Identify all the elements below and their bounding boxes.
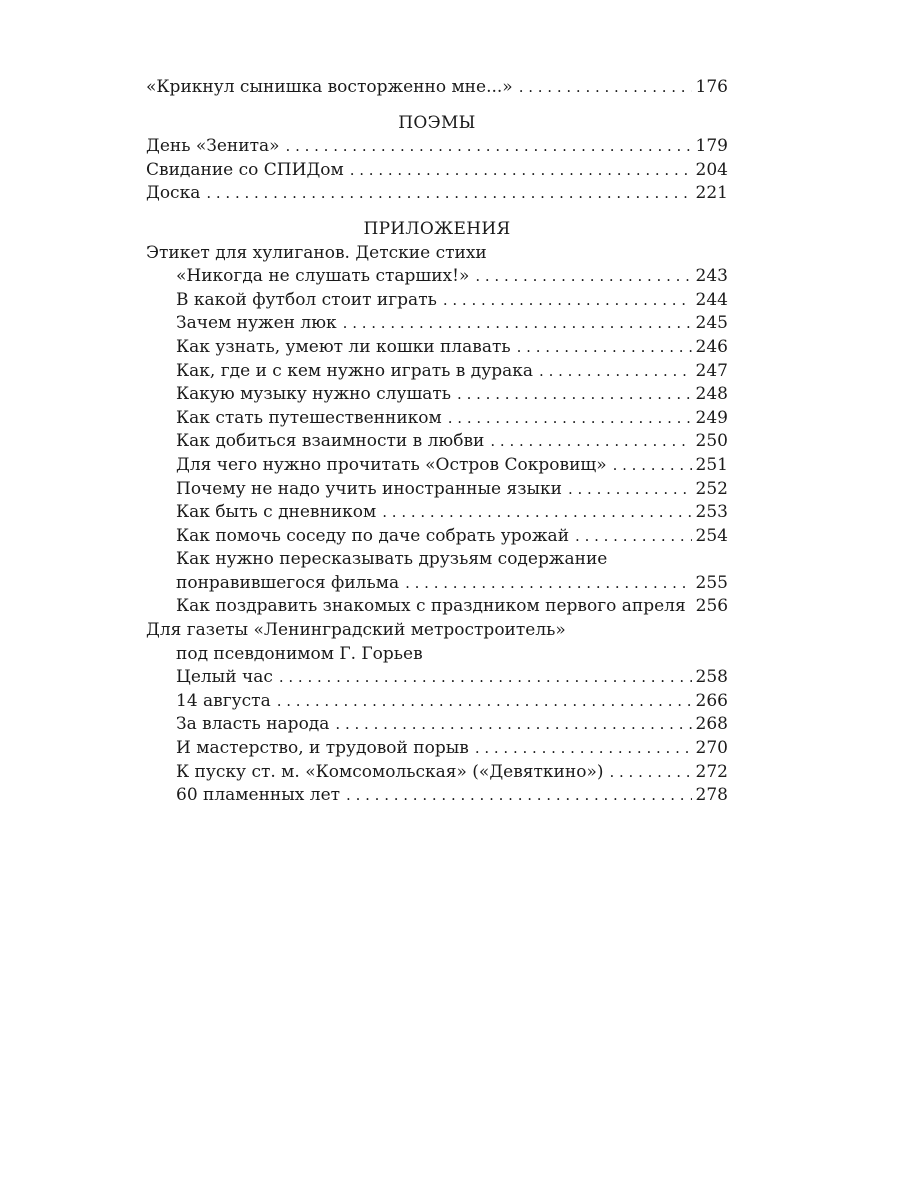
toc-entry-page: 256	[695, 596, 729, 617]
toc-entry-page: 253	[695, 502, 728, 523]
toc-entry-page: 255	[695, 572, 728, 593]
dot-leader	[382, 501, 691, 525]
dot-leader	[609, 761, 691, 785]
dot-leader	[286, 135, 692, 159]
toc-entry-title: Как быть с дневником	[176, 501, 382, 525]
dot-leader	[350, 159, 692, 183]
toc-entry-title: «Крикнул сынишка восторженно мне...»	[146, 76, 519, 100]
toc-entry-title: Зачем нужен люк	[176, 312, 343, 336]
toc-entry-page: 258	[695, 667, 728, 688]
toc-entry-title: 14 августа	[176, 690, 277, 714]
toc-entry-title: Как, где и с кем нужно играть в дурака	[176, 360, 539, 384]
toc-entry[interactable]	[146, 159, 728, 183]
dot-leader	[519, 76, 692, 100]
toc-entry-title: Свидание со СПИДом	[146, 159, 350, 183]
toc-entry-title: Какую музыку нужно слушать	[176, 383, 457, 407]
toc-entry-title: Как узнать, умеют ли кошки плавать	[176, 336, 517, 360]
section-heading-appendices: ПРИЛОЖЕНИЯ	[363, 218, 511, 239]
toc-entry-title: К пуску ст. м. «Комсомольская» («Девяткино»)	[176, 761, 609, 785]
toc-entry-page: 247	[695, 360, 728, 381]
group-subtitle: под псевдонимом Г. Горьев	[176, 643, 423, 664]
toc-entry-page: 254	[695, 525, 728, 546]
toc-entry-title: Как добиться взаимности в любви	[176, 430, 490, 454]
toc-entry[interactable]	[146, 383, 728, 407]
dot-leader	[475, 737, 692, 761]
group-title: Этикет для хулиганов. Детские стихи	[146, 242, 487, 263]
dot-leader	[613, 454, 692, 478]
toc-entry-page: 179	[695, 136, 728, 157]
toc-entry-title: «Никогда не слушать старших!»	[176, 265, 475, 289]
toc-entry-page: 266	[695, 690, 728, 711]
dot-leader	[279, 666, 692, 690]
toc-entry-title: Целый час	[176, 666, 279, 690]
toc-entry-page: 252	[695, 478, 728, 499]
toc-entry-page: 204	[695, 159, 728, 180]
toc-entry[interactable]	[146, 265, 728, 289]
toc-entry-title: Для чего нужно прочитать «Остров Сокровищ»	[176, 454, 613, 478]
toc-entry-title: Как помочь соседу по даче собрать урожай	[176, 525, 575, 549]
section-heading-poems: ПОЭМЫ	[398, 112, 476, 133]
toc-entry-page: 251	[695, 454, 728, 475]
toc-entry-title: Почему не надо учить иностранные языки	[176, 478, 568, 502]
toc-entry-page: 176	[695, 77, 728, 97]
toc-entry[interactable]	[146, 454, 728, 478]
toc-entry[interactable]	[146, 182, 728, 206]
toc-entry[interactable]	[146, 76, 728, 100]
dot-leader	[568, 478, 692, 502]
dot-leader	[335, 713, 691, 737]
toc-entry-page: 243	[695, 266, 728, 287]
group-title: Для газеты «Ленинградский метростроитель»	[146, 620, 566, 641]
toc-entry[interactable]	[146, 289, 728, 313]
toc-entry[interactable]	[146, 737, 728, 761]
toc-entry-page: 272	[695, 761, 728, 782]
toc-entry[interactable]	[146, 666, 728, 690]
dot-leader	[206, 182, 691, 206]
toc-entry-title: За власть народа	[176, 713, 335, 737]
dot-leader	[490, 430, 691, 454]
toc-entry-page: 244	[695, 289, 728, 310]
toc-entry-title: И мастерство, и трудовой порыв	[176, 737, 475, 761]
toc-entry[interactable]	[146, 407, 728, 431]
toc-entry-page: 249	[695, 407, 728, 428]
toc-entry[interactable]	[146, 430, 728, 454]
table-of-contents	[146, 76, 728, 808]
toc-entry[interactable]	[146, 690, 728, 714]
toc-entry-page: 248	[695, 384, 728, 405]
dot-leader	[457, 383, 692, 407]
dot-leader	[343, 312, 692, 336]
toc-entry[interactable]	[146, 501, 728, 525]
dot-leader	[448, 407, 692, 431]
toc-entry-title: Как поздравить знакомых с праздником первого апреля	[176, 595, 692, 619]
toc-entry[interactable]	[146, 761, 728, 785]
toc-entry[interactable]	[146, 360, 728, 384]
toc-entry-page: 250	[695, 431, 728, 452]
toc-entry-page: 268	[695, 714, 728, 735]
toc-entry-page: 246	[695, 336, 728, 357]
dot-leader	[277, 690, 692, 714]
toc-entry[interactable]	[146, 478, 728, 502]
toc-entry[interactable]	[146, 713, 728, 737]
toc-entry[interactable]	[146, 336, 728, 360]
toc-entry-page: 278	[695, 785, 728, 806]
dot-leader	[539, 360, 692, 384]
dot-leader	[443, 289, 692, 313]
toc-entry[interactable]	[146, 595, 728, 619]
toc-entry-title: Как стать путешественником	[176, 407, 448, 431]
toc-entry-title: Доска	[146, 182, 206, 206]
dot-leader	[575, 525, 692, 549]
toc-entry-page: 270	[695, 738, 728, 759]
toc-entry[interactable]	[146, 312, 728, 336]
toc-entry-title: понравившегося фильма	[176, 572, 405, 596]
dot-leader	[517, 336, 692, 360]
toc-entry-page: 221	[695, 183, 728, 204]
toc-entry[interactable]	[146, 525, 728, 549]
toc-entry[interactable]	[146, 572, 728, 596]
toc-entry-title: День «Зенита»	[146, 135, 286, 159]
toc-entry-title: 60 пламенных лет	[176, 784, 346, 808]
dot-leader	[346, 784, 692, 808]
toc-entry-title-line[interactable]: Как нужно пересказывать друзьям содержание	[176, 549, 608, 570]
dot-leader	[405, 572, 691, 596]
toc-entry-title: В какой футбол стоит играть	[176, 289, 443, 313]
toc-entry-page: 245	[695, 313, 728, 334]
toc-entry[interactable]	[146, 135, 728, 159]
toc-entry[interactable]	[146, 784, 728, 808]
dot-leader	[475, 265, 691, 289]
